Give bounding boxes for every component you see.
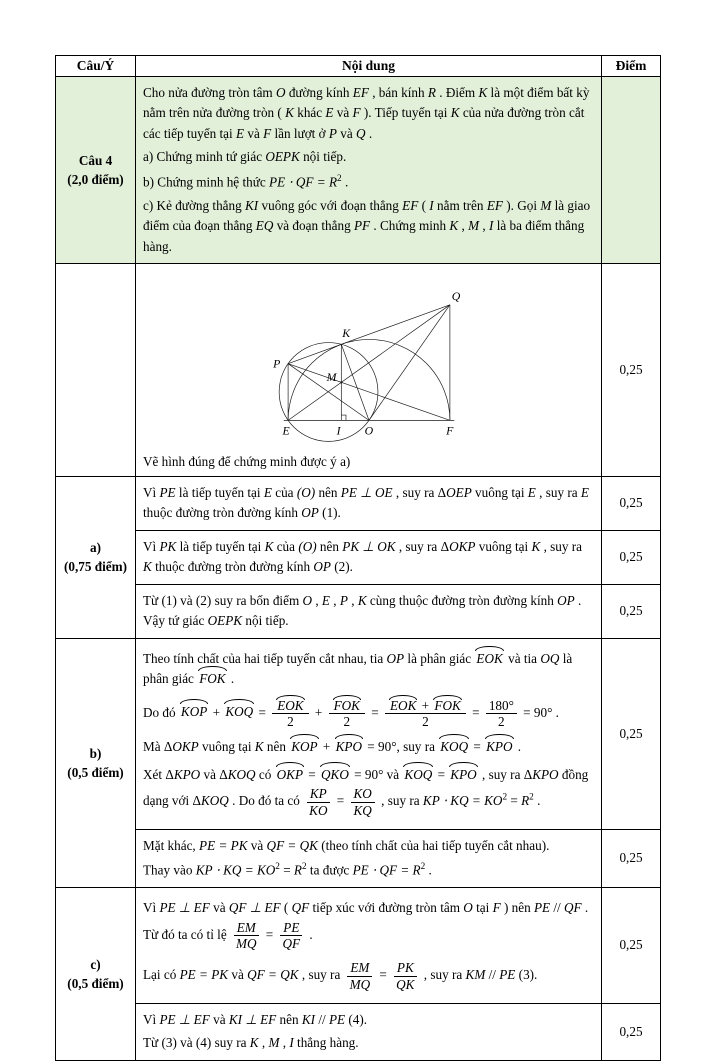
figure-caption: Vẽ hình đúng để chứng minh được ý a)	[143, 454, 351, 470]
part-b-step-1-p2: Do đó KOP + KOQ = $\frac{\text{EOK}}{2}$ + $\frac{\text{FOK}}{2}$ = $\frac{\text{EOK + FOK}}{2}$ = $\frac{180^\circ}{2}$ = 90° .	[143, 697, 559, 730]
table-header-row	[56, 56, 661, 77]
part-a-step-1-text: Vì PE là tiếp tuyến tại E của (O) nên PE ⊥ OE , suy ra ΔOEP vuông tại E , suy ra E thuộc đường tròn đường kính OP (1).	[143, 484, 589, 521]
part-a-row-3	[56, 584, 661, 638]
line-OK	[341, 344, 369, 420]
part-a-row-1	[56, 476, 661, 530]
part-c-step-1-p1: Vì PE ⊥ EF và QF ⊥ EF ( QF tiếp xúc với đường tròn tâm O tại F ) nên PE // QF . Từ đó ta có tỉ lệ $\frac{EM}{MQ}$ = $\frac{PE}{QF}$ .	[143, 900, 589, 952]
question-intro: Cho nửa đường tròn tâm O đường kính EF , bán kính R . Điểm K là một điểm bất kỳ nằm trên nửa đường tròn ( K khác E và F ). Tiếp tuyến tại K của nửa đường tròn cắt các tiếp tuyến tại E và F lần lượt ở P và Q .	[143, 85, 590, 141]
question-item-b: b) Chứng minh hệ thức PE ⋅ QF = $R^2$ .	[143, 172, 349, 190]
part-c-step-2-p1: Vì PE ⊥ EF và KI ⊥ EF nên KI // PE (4).	[143, 1011, 368, 1027]
semicircle-EF	[288, 339, 450, 420]
figure-score: 0,25	[602, 264, 661, 477]
part-c-row-1	[56, 888, 661, 1004]
question-item-a: a) Chứng minh tứ giác OEPK nội tiếp.	[143, 149, 347, 165]
header-noi-dung: Nội dung	[136, 56, 602, 77]
figure-label-O: O	[364, 423, 373, 438]
right-angle-mark	[341, 415, 346, 420]
part-b-step-1-p3: Mà ΔOKP vuông tại K nên KOP + KPO = 90°, suy ra KOQ = KPO .	[143, 737, 594, 757]
part-a-step-2	[136, 530, 602, 584]
figure-wrap	[143, 267, 594, 450]
part-c-step-1-p2: Lại có PE = PK và QF = QK , suy ra $\frac{EM}{MQ}$ = $\frac{PK}{QK}$ , suy ra KM // PE (3).	[143, 960, 538, 993]
point-M-dot	[340, 381, 342, 383]
line-PQ-tangent	[288, 305, 450, 364]
part-c-letter: c)	[90, 956, 101, 972]
grading-table	[55, 55, 661, 1061]
part-b-step-1-p4: Xét ΔKPO và ΔKOQ có OKP = QKO = 90° và KOQ = KPO , suy ra ΔKPO đồng dạng với ΔKOQ . Do đó ta có $\frac{KP}{KO}$ = $\frac{KO}{KQ}$ , suy ra KP ⋅ KQ = $KO^2 = R^2$ .	[143, 766, 589, 818]
figure-label-Q: Q	[451, 289, 460, 304]
question-points: (2,0 điểm)	[67, 172, 124, 187]
question-item-c: c) Kẻ đường thẳng KI vuông góc với đoạn thẳng EF ( I nằm trên EF ). Gọi M là giao điểm của đoạn thẳng EQ và đoạn thẳng PF . Chứng minh K , M , I là ba điểm thẳng hàng.	[143, 197, 591, 254]
question-number: Câu 4	[78, 152, 113, 168]
part-b-step-2	[136, 829, 602, 887]
figure-label-E: E	[282, 423, 290, 438]
figure-label-M: M	[326, 370, 337, 385]
part-c-row-2	[56, 1003, 661, 1060]
part-b-row-1	[56, 638, 661, 829]
part-a-step-1	[136, 476, 602, 530]
figure-label-F: F	[445, 423, 453, 438]
part-b-step-1	[136, 638, 602, 829]
part-a-label-cell	[56, 476, 136, 638]
part-c-points: (0,5 điểm)	[67, 975, 124, 991]
figure-label-P: P	[272, 356, 280, 371]
part-c-step-2-p2: Từ (3) và (4) suy ra K , M , I thẳng hàng.	[143, 1035, 359, 1051]
question-score-cell	[602, 77, 661, 264]
part-c-label-cell	[56, 888, 136, 1061]
part-a-points: (0,75 điểm)	[64, 559, 127, 575]
question-row	[56, 77, 661, 264]
geometry-figure	[263, 271, 475, 444]
figure-left-cell	[56, 264, 136, 477]
part-b-score-2: 0,25	[602, 829, 661, 887]
line-PF	[288, 364, 450, 421]
part-b-step-2-p1: Mặt khác, PE = PK và QF = QK (theo tính chất của hai tiếp tuyến cắt nhau).	[143, 837, 550, 853]
part-b-letter: b)	[89, 745, 102, 761]
part-a-step-3-text: Từ (1) và (2) suy ra bốn điểm O , E , P , K cùng thuộc đường tròn đường kính OP . Vậy tứ giác OEPK nội tiếp.	[143, 592, 582, 629]
figure-label-I: I	[336, 423, 341, 438]
part-c-step-1	[136, 888, 602, 1004]
header-cau-y: Câu/Ý	[56, 56, 136, 77]
part-b-label-cell	[56, 638, 136, 887]
part-a-step-3	[136, 584, 602, 638]
part-a-letter: a)	[90, 540, 101, 556]
header-diem: Điểm	[602, 56, 661, 77]
figure-cell	[136, 264, 602, 477]
question-statement-cell	[136, 77, 602, 264]
figure-label-K: K	[341, 325, 350, 340]
part-c-step-2	[136, 1003, 602, 1060]
part-a-score-2: 0,25	[602, 530, 661, 584]
part-a-score-3: 0,25	[602, 584, 661, 638]
part-a-step-2-text: Vì PK là tiếp tuyến tại K của (O) nên PK ⊥ OK , suy ra ΔOKP vuông tại K , suy ra K thuộc đường tròn đường kính OP (2).	[143, 538, 583, 575]
part-b-points: (0,5 điểm)	[67, 764, 124, 780]
part-c-score-2: 0,25	[602, 1003, 661, 1060]
part-b-step-1-p1: Theo tính chất của hai tiếp tuyến cắt nhau, tia OP là phân giác EOK và tia OQ là phân giác FOK .	[143, 649, 594, 690]
part-c-score-1: 0,25	[602, 888, 661, 1004]
part-a-row-2	[56, 530, 661, 584]
part-b-step-2-p2: Thay vào KP ⋅ KQ = $KO^2 = R^2$ ta được PE ⋅ QF = $R^2$ .	[143, 861, 432, 878]
part-b-row-2	[56, 829, 661, 887]
line-OQ	[369, 305, 450, 421]
figure-row	[56, 264, 661, 477]
part-a-score-1: 0,25	[602, 476, 661, 530]
question-label-cell	[56, 77, 136, 264]
part-b-score-1: 0,25	[602, 638, 661, 829]
